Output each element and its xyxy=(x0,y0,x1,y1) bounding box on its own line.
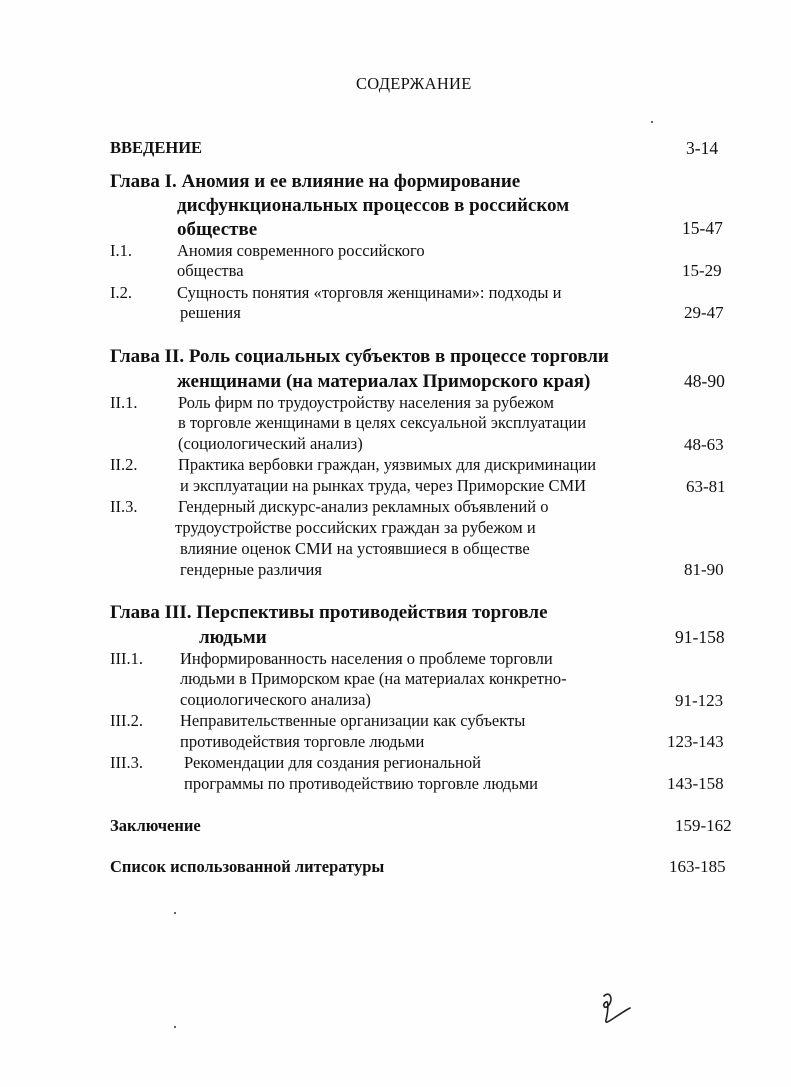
chapter-1-title-line-1: Глава I. Аномия и ее влияние на формирование xyxy=(110,171,521,192)
section-3-2-line-1: Неправительственные организации как субъекты xyxy=(180,711,526,730)
section-2-3-line-4: гендерные различия xyxy=(180,560,322,579)
section-3-2-pages: 123-143 xyxy=(667,732,724,751)
section-3-3-number: III.3. xyxy=(110,753,143,772)
section-2-3-pages: 81-90 xyxy=(684,560,724,579)
chapter-2-title-line-2: женщинами (на материалах Приморского края) xyxy=(177,371,591,392)
scan-speck xyxy=(651,121,653,123)
section-1-1-line-2: общества xyxy=(177,261,244,280)
section-2-1-number: II.1. xyxy=(110,393,138,412)
section-2-1-line-2: в торговле женщинами в целях сексуальной эксплуатации xyxy=(178,413,587,432)
toc-conclusion-label: Заключение xyxy=(110,816,201,835)
chapter-3-pages: 91-158 xyxy=(675,627,725,647)
section-3-1-line-2: людьми в Приморском крае (на материалах конкретно- xyxy=(180,669,567,688)
section-2-3-line-3: влияние оценок СМИ на устоявшиеся в обществе xyxy=(180,539,530,558)
section-1-2-pages: 29-47 xyxy=(684,303,724,322)
section-3-3-pages: 143-158 xyxy=(667,774,724,793)
section-3-1-line-1: Информированность населения о проблеме торговли xyxy=(180,649,553,668)
chapter-3-title-line-1: Глава III. Перспективы противодействия торговле xyxy=(110,602,548,623)
toc-intro-pages: 3-14 xyxy=(686,138,719,158)
section-3-2-line-2: противодействия торговле людьми xyxy=(180,732,425,751)
page-title: СОДЕРЖАНИЕ xyxy=(356,74,472,93)
section-2-3-line-2: трудоустройстве российских граждан за рубежом и xyxy=(175,518,536,537)
toc-bibliography-pages: 163-185 xyxy=(669,857,726,876)
section-1-1-number: I.1. xyxy=(110,241,132,260)
section-2-2-number: II.2. xyxy=(110,455,138,474)
section-1-1-pages: 15-29 xyxy=(682,261,722,280)
scan-speck xyxy=(174,912,176,914)
chapter-2-title-line-1: Глава II. Роль социальных субъектов в процессе торговли xyxy=(110,346,609,367)
section-1-1-line-1: Аномия современного российского xyxy=(177,241,425,260)
section-2-2-line-1: Практика вербовки граждан, уязвимых для дискриминации xyxy=(178,455,597,474)
section-3-3-line-1: Рекомендации для создания региональной xyxy=(184,753,481,772)
section-3-1-number: III.1. xyxy=(110,649,143,668)
chapter-1-pages: 15-47 xyxy=(682,218,723,238)
toc-bibliography-label: Список использованной литературы xyxy=(110,857,385,876)
scan-speck xyxy=(174,1026,176,1028)
section-3-1-line-3: социологического анализа) xyxy=(180,690,371,709)
chapter-1-title-line-3: обществе xyxy=(177,219,258,240)
section-1-2-line-2: решения xyxy=(180,303,241,322)
chapter-2-pages: 48-90 xyxy=(684,371,725,391)
handwritten-mark-icon xyxy=(596,990,636,1032)
section-3-1-pages: 91-123 xyxy=(675,691,724,710)
chapter-3-title-line-2: людьми xyxy=(199,627,267,648)
section-1-2-line-1: Сущность понятия «торговля женщинами»: подходы и xyxy=(177,283,562,302)
section-2-3-line-1: Гендерный дискурс-анализ рекламных объявлений о xyxy=(178,497,549,516)
toc-conclusion-pages: 159-162 xyxy=(675,816,732,835)
section-2-3-number: II.3. xyxy=(110,497,138,516)
section-1-2-number: I.2. xyxy=(110,283,132,302)
section-2-1-line-3: (социологический анализ) xyxy=(178,434,363,453)
section-2-1-pages: 48-63 xyxy=(684,435,724,454)
section-2-2-pages: 63-81 xyxy=(686,477,726,496)
section-3-3-line-2: программы по противодействию торговле людьми xyxy=(184,774,539,793)
section-3-2-number: III.2. xyxy=(110,711,143,730)
chapter-1-title-line-2: дисфункциональных процессов в российском xyxy=(177,195,570,216)
toc-intro-label: ВВЕДЕНИЕ xyxy=(110,138,203,157)
section-2-1-line-1: Роль фирм по трудоустройству населения за рубежом xyxy=(178,393,554,412)
section-2-2-line-2: и эксплуатации на рынках труда, через Приморские СМИ xyxy=(180,476,587,495)
